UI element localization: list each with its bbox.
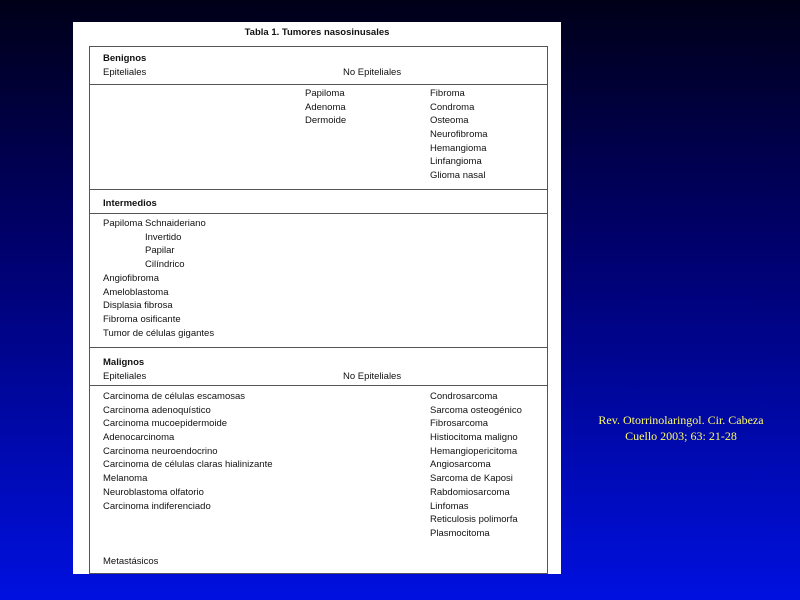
list-item: Linfomas [430, 500, 469, 512]
benignos-epiteliales-label: Epiteliales [103, 67, 147, 78]
list-item: Carcinoma de células escamosas [103, 391, 246, 402]
list-item: Papilar [145, 245, 175, 257]
intermedios-items [103, 272, 214, 340]
intermedios-heading: Intermedios [103, 198, 157, 209]
list-item: Tumor de células gigantes [103, 327, 215, 339]
citation-line-1: Rev. Otorrinolaringol. Cir. Cabeza [598, 413, 764, 427]
benignos-col-a [305, 87, 346, 128]
list-item: Glioma nasal [430, 170, 486, 182]
list-item: Carcinoma adenoquístico [103, 404, 211, 416]
divider [90, 189, 547, 190]
list-item: Fibroma [430, 88, 465, 99]
list-item: Schnaideriano [145, 218, 206, 229]
tumor-table [89, 46, 548, 574]
list-item: Plasmocitoma [430, 527, 490, 539]
list-item: Cilíndrico [145, 259, 185, 271]
list-item: Papiloma [305, 88, 345, 99]
list-item: Rabdomiosarcoma [430, 486, 510, 498]
list-item: Angiosarcoma [430, 459, 491, 471]
list-item: Carcinoma indiferenciado [103, 500, 211, 512]
list-item: Angiofibroma [103, 273, 159, 284]
table-sheet [73, 22, 561, 574]
list-item: Fibroma osificante [103, 314, 181, 326]
list-item: Osteoma [430, 115, 469, 127]
list-item: Carcinoma neuroendocrino [103, 445, 218, 457]
benignos-col-b [430, 87, 488, 183]
list-item: Adenocarcinoma [103, 432, 175, 444]
list-item: Melanoma [103, 473, 148, 485]
benignos-heading: Benignos [103, 53, 147, 64]
list-item: Histiocitoma maligno [430, 432, 518, 444]
list-item: Invertido [145, 231, 182, 243]
list-item: Ameloblastoma [103, 286, 169, 298]
list-item: Fibrosarcoma [430, 418, 489, 430]
table-title: Tabla 1. Tumores nasosinusales [244, 27, 390, 38]
list-item: Hemangiopericitoma [430, 445, 518, 457]
list-item: Reticulosis polimorfa [430, 514, 518, 526]
divider [90, 347, 547, 348]
list-item: Condrosarcoma [430, 391, 498, 402]
list-item: Dermoide [305, 115, 347, 127]
papiloma-label: Papiloma [103, 218, 143, 229]
list-item: Carcinoma mucoepidermoide [103, 418, 228, 430]
list-item: Linfangioma [430, 156, 482, 168]
malignos-heading: Malignos [103, 357, 145, 368]
metastasicos-label: Metastásicos [103, 556, 159, 567]
list-item: Sarcoma de Kaposi [430, 473, 513, 485]
malignos-no-epiteliales-list [430, 390, 522, 541]
divider [90, 213, 547, 214]
benignos-no-epiteliales-label: No Epiteliales [343, 67, 402, 78]
divider [90, 385, 547, 386]
malignos-epiteliales-label: Epiteliales [103, 371, 147, 382]
list-item: Carcinoma de células claras hialinizante [103, 459, 273, 471]
citation-line-2: Cuello 2003; 63: 21-28 [625, 429, 737, 443]
list-item: Hemangioma [430, 142, 487, 154]
list-item: Condroma [430, 101, 475, 113]
malignos-no-epiteliales-label: No Epiteliales [343, 371, 402, 382]
list-item: Neurofibroma [430, 129, 488, 141]
citation-caption [566, 412, 796, 444]
papiloma-types [145, 217, 206, 272]
list-item: Neuroblastoma olfatorio [103, 486, 204, 498]
list-item: Displasia fibrosa [103, 300, 173, 312]
list-item: Adenoma [305, 101, 346, 113]
divider [90, 84, 547, 85]
malignos-epiteliales-list [103, 390, 273, 513]
list-item: Sarcoma osteogénico [430, 404, 522, 416]
